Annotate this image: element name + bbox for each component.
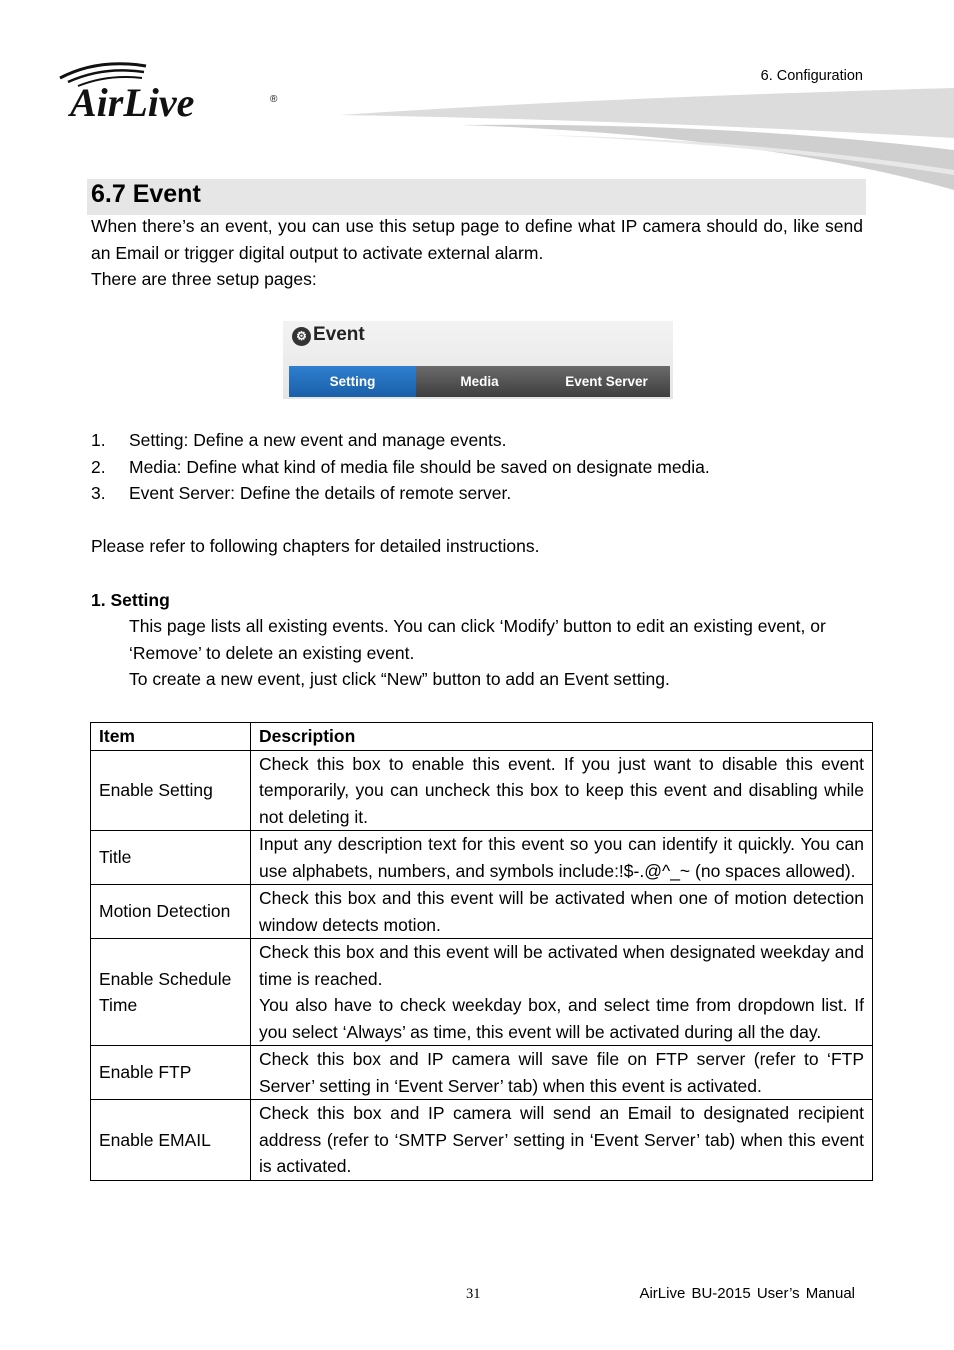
row-description: Check this box to enable this event. If you just want to disable this event temporarily, you can uncheck this box to keep this event and disabling while not deleting it. bbox=[251, 750, 873, 831]
event-icon: ⚙ bbox=[292, 327, 311, 346]
row-item: Enable EMAIL bbox=[91, 1100, 251, 1181]
table-header-row bbox=[91, 723, 873, 751]
row-description: Input any description text for this event so you can identify it quickly. You can use alphabets, numbers, and symbols include:!$-.@^_~ (no spaces allowed). bbox=[251, 831, 873, 885]
column-header-description: Description bbox=[251, 723, 873, 751]
setting-heading: 1. Setting bbox=[91, 590, 170, 610]
intro-paragraph: When there’s an event, you can use this setup page to define what IP camera should do, like send an Email or trigger digital output to activate external alarm. bbox=[91, 216, 863, 263]
row-description-line: Check this box and this event will be activated when designated weekday and time is reached. bbox=[259, 942, 864, 989]
widget-title: Event bbox=[313, 324, 365, 345]
row-description: Check this box and this event will be activated when one of motion detection window detects motion. bbox=[251, 885, 873, 939]
table-row bbox=[91, 939, 873, 1046]
table-row bbox=[91, 1046, 873, 1100]
manual-title: AirLive BU-2015 User’s Manual bbox=[639, 1285, 855, 1302]
refer-paragraph: Please refer to following chapters for detailed instructions. bbox=[91, 536, 540, 556]
page-title: 6.7 Event bbox=[91, 180, 201, 208]
row-item: Motion Detection bbox=[91, 885, 251, 939]
page-number: 31 bbox=[466, 1286, 481, 1302]
event-widget bbox=[283, 321, 673, 399]
table-row bbox=[91, 831, 873, 885]
table-row bbox=[91, 1100, 873, 1181]
row-item: Enable Setting bbox=[91, 750, 251, 831]
tab-media[interactable]: Media bbox=[460, 374, 499, 389]
setting-paragraph: This page lists all existing events. You can click ‘Modify’ button to edit an existing event, or ‘Remove’ to delete an existing event. bbox=[129, 616, 826, 663]
tab-event-server[interactable]: Event Server bbox=[565, 374, 648, 389]
row-description-line: You also have to check weekday box, and select time from dropdown list. If you select ‘Always’ as time, this event will be activated during all the day. bbox=[259, 995, 864, 1042]
logo-wordmark: AirLive bbox=[70, 80, 195, 124]
airlive-logo bbox=[58, 58, 288, 124]
tab-setting[interactable]: Setting bbox=[289, 366, 416, 397]
row-description: Check this box and IP camera will send an Email to designated recipient address (refer to ‘SMTP Server’ setting in ‘Event Server’ tab) when this event is activated. bbox=[251, 1100, 873, 1181]
row-description bbox=[251, 939, 873, 1046]
row-description: Check this box and IP camera will save file on FTP server (refer to ‘FTP Server’ setting in ‘Event Server’ tab) when this event is activated. bbox=[251, 1046, 873, 1100]
table-row bbox=[91, 885, 873, 939]
row-item: Enable Schedule Time bbox=[91, 939, 251, 1046]
svg-text:®: ® bbox=[270, 94, 278, 105]
heading-bar bbox=[87, 179, 866, 215]
settings-table bbox=[90, 722, 873, 1181]
row-item: Title bbox=[91, 831, 251, 885]
section-label: 6. Configuration bbox=[760, 68, 863, 84]
row-item: Enable FTP bbox=[91, 1046, 251, 1100]
column-header-item: Item bbox=[91, 723, 251, 751]
table-row bbox=[91, 750, 873, 831]
intro-setup-pages: There are three setup pages: bbox=[91, 269, 317, 289]
event-tabbar bbox=[289, 366, 670, 397]
setting-new-paragraph: To create a new event, just click “New” button to add an Event setting. bbox=[129, 669, 670, 689]
